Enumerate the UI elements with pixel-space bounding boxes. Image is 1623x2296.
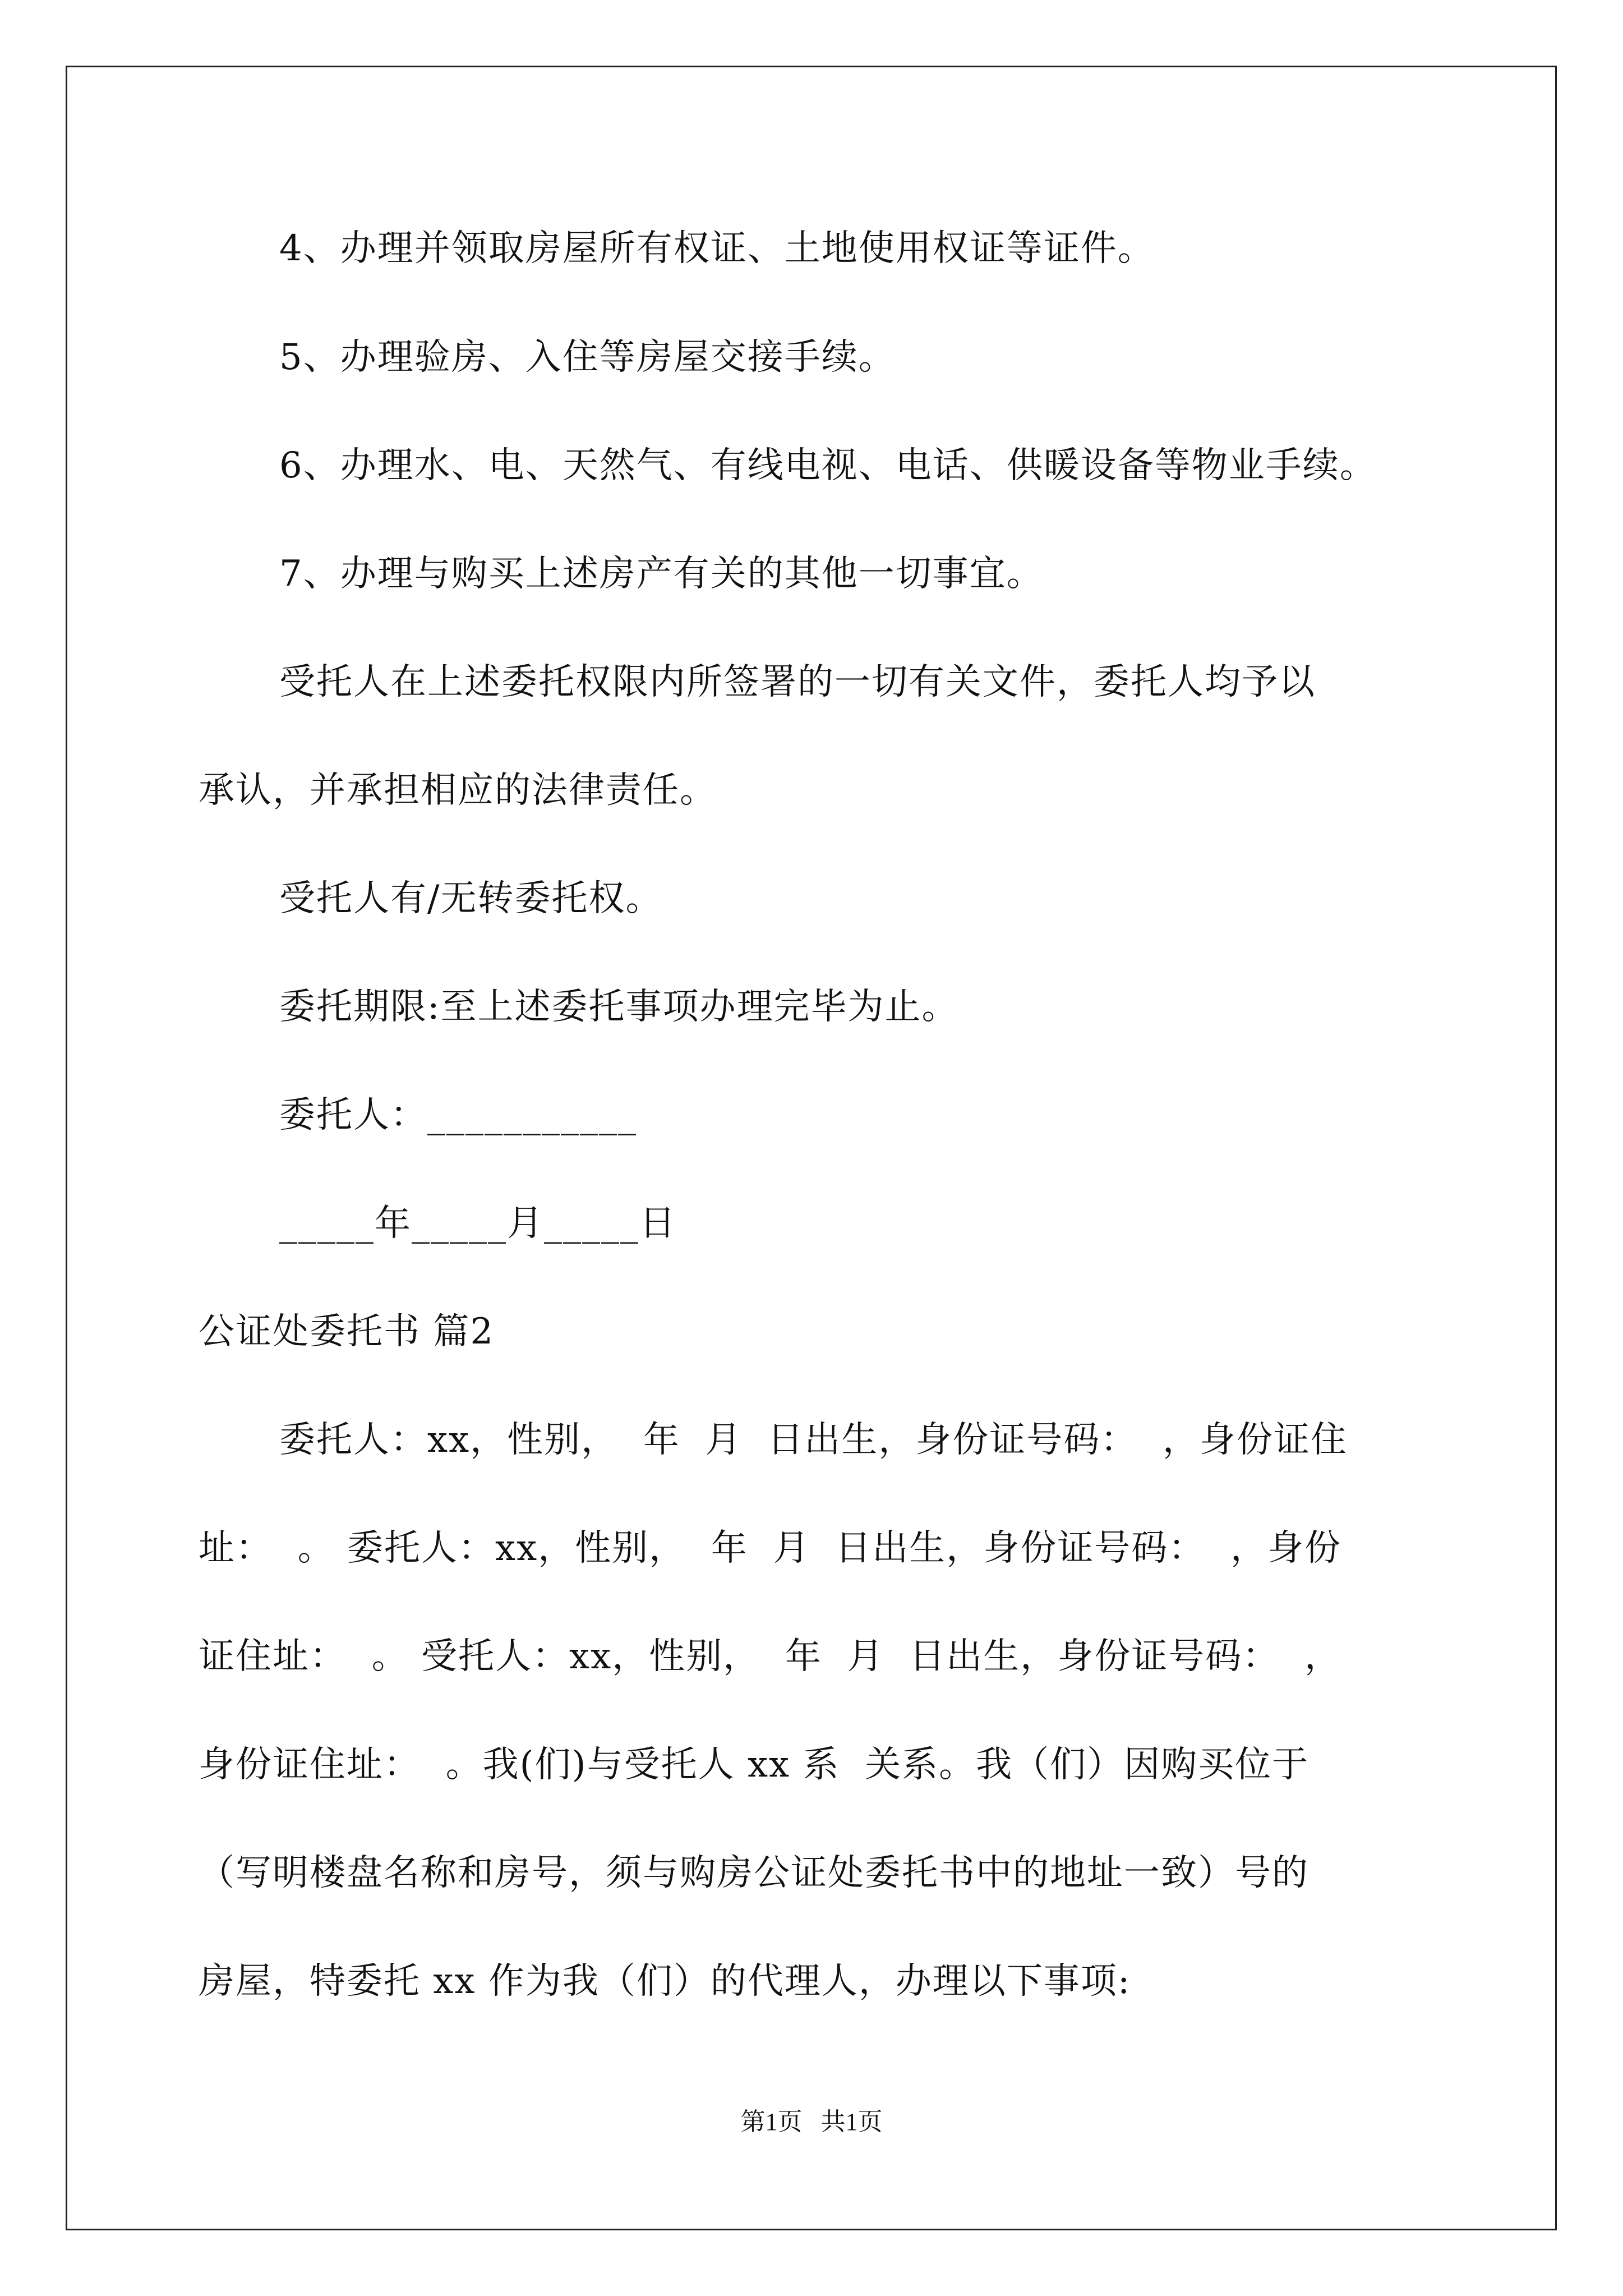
sub-delegation-clause: 受托人有/无转委托权。 [279, 878, 663, 919]
item-5: 5、办理验房、入住等房屋交接手续。 [279, 337, 896, 378]
parties-paragraph-line-2: 址： 。 委托人：xx，性别， 年 月 日出生，身份证号码： ，身份 [199, 1527, 1341, 1569]
parties-paragraph-line-3: 证住址： 。 受托人：xx，性别， 年 月 日出生，身份证号码： ， [199, 1636, 1341, 1677]
section-heading: 公证处委托书 篇2 [199, 1311, 495, 1352]
parties-paragraph-line-6: 房屋，特委托 xx 作为我（们）的代理人，办理以下事项: [199, 1961, 1131, 2002]
date-line: _____年_____月_____日 [279, 1203, 676, 1244]
parties-paragraph-line-1: 委托人：xx，性别， 年 月 日出生，身份证号码： ，身份证住 [279, 1419, 1348, 1461]
parties-paragraph-line-4: 身份证住址： 。我(们)与受托人 xx 系 关系。我（们）因购买位于 [199, 1744, 1310, 1786]
term-clause: 委托期限:至上述委托事项办理完毕为止。 [279, 986, 959, 1028]
page-border [66, 66, 1557, 2230]
page-footer: 第1页 共1页 [740, 2108, 883, 2136]
item-4: 4、办理并领取房屋所有权证、土地使用权证等证件。 [279, 228, 1155, 269]
item-6: 6、办理水、电、天然气、有线电视、电话、供暖设备等物业手续。 [279, 445, 1377, 486]
authority-paragraph-line-1: 受托人在上述委托权限内所签署的一切有关文件，委托人均予以 [279, 661, 1316, 703]
authority-paragraph-line-2: 承认，并承担相应的法律责任。 [199, 770, 717, 811]
parties-paragraph-line-5: （写明楼盘名称和房号，须与购房公证处委托书中的地址一致）号的 [199, 1852, 1309, 1894]
principal-signature-line: 委托人：___________ [279, 1094, 637, 1136]
item-7: 7、办理与购买上述房产有关的其他一切事宜。 [279, 553, 1044, 595]
